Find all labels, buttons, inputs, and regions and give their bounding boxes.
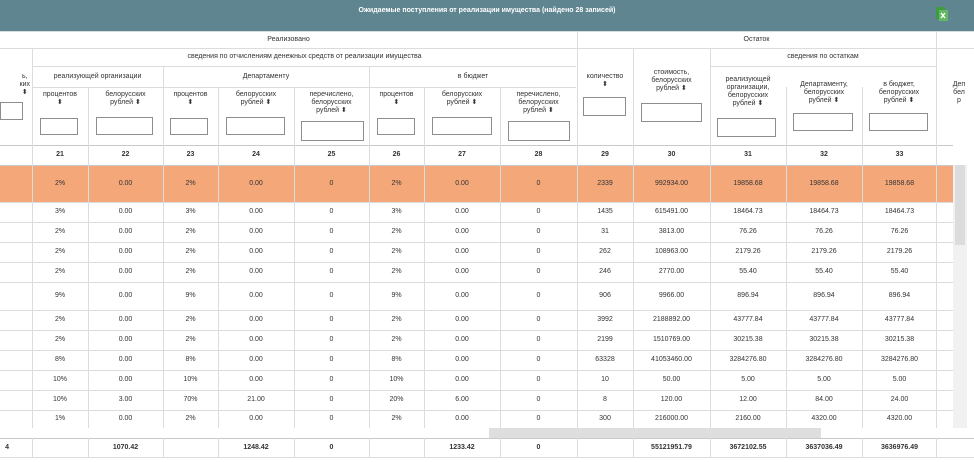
table-cell: 0 [329,316,334,323]
table-cell: 9% [185,292,196,299]
table-cell: 896.94 [888,292,911,299]
col-byr-dept-header[interactable]: белорусских рублей ⬍ [235,91,277,106]
table-cell: 0 [329,356,334,363]
table-cell: 0.00 [455,415,469,422]
table-cell: 12.00 [739,396,757,403]
table-cell: 0 [329,228,334,235]
table-cell: 0.00 [118,336,133,343]
table-cell: 0 [536,292,541,299]
filter-input-1[interactable] [0,102,23,120]
column-number: 29 [601,151,609,158]
table-cell: 0.00 [118,248,133,255]
table-cell: 43777.84 [884,316,915,323]
table-cell: 2160.00 [735,415,761,422]
table-cell: 0.00 [118,316,133,323]
table-cell: 3284276.80 [729,356,767,363]
filter-input-8[interactable] [432,117,492,135]
table-cell: 2179.26 [735,248,761,255]
table-cell: 262 [599,248,611,255]
col-transferred-budget-header[interactable]: перечислено, белорусских рублей ⬍ [516,91,561,114]
table-cell: 896.94 [737,292,759,299]
filter-input-9[interactable] [508,121,570,141]
table-cell: 19858.68 [884,179,915,187]
table-cell: 24.00 [890,396,909,403]
table-cell: 1435 [597,208,613,215]
col-byr-org-header[interactable]: белорусских рублей ⬍ [105,91,146,106]
totals-cell: 1248.42 [243,443,269,451]
table-cell: 0.00 [118,179,133,187]
table-cell: 0.00 [249,228,263,235]
table-cell: 20% [389,396,404,403]
grid-line-h [0,457,974,458]
table-cell: 216000.00 [654,415,689,422]
table-cell: 2% [54,179,66,187]
column-number: 28 [534,151,543,158]
table-cell: 0.00 [249,415,263,422]
table-cell: 2% [391,268,402,275]
vertical-scrollbar-thumb[interactable] [955,165,965,245]
table-cell: 0.00 [249,292,263,299]
table-cell: 0.00 [249,336,263,343]
col-rem-budget-header[interactable]: в бюджет, белорусских рублей ⬍ [878,81,920,104]
totals-cell: 1233.42 [449,443,475,451]
filter-input-10[interactable] [583,97,626,116]
table-cell: 0.00 [118,292,133,299]
table-cell: 8% [185,356,196,363]
table-cell: 18464.73 [733,208,763,215]
table-cell: 0.00 [455,356,469,363]
table-cell: 21.00 [247,396,265,403]
column-number: 24 [252,151,260,158]
filter-input-6[interactable] [301,121,364,141]
table-cell: 3% [54,208,66,215]
table-cell: 0.00 [455,208,469,215]
table-cell: 0 [536,268,541,275]
table-cell: 1510769.00 [653,336,690,343]
table-cell: 3992 [597,316,613,323]
table-cell: 0.00 [249,316,263,323]
table-cell: 9966.00 [658,292,685,299]
totals-cell: 0 [536,443,541,451]
table-cell: 2% [185,336,196,343]
table-cell: 19858.68 [809,179,839,187]
table-cell: 120.00 [660,396,683,403]
header-department: Департаменту [242,72,290,80]
table-cell: 4320.00 [886,415,913,422]
table-cell: 0 [329,248,334,255]
table-cell: 2% [391,336,402,343]
table-cell: 55.40 [815,268,833,275]
totals-cell: 3672102.55 [729,443,767,451]
table-cell: 2% [185,248,196,255]
table-cell: 76.26 [890,228,909,235]
table-cell: 0 [536,316,541,323]
table-cell: 906 [599,292,611,299]
table-cell: 2% [185,228,196,235]
column-number: 27 [458,151,466,158]
col-rem-department-header[interactable]: Департаменту, белорусских рублей ⬍ [800,81,848,104]
table-cell: 30215.38 [884,336,915,343]
table-cell: 0 [536,228,541,235]
table-cell: 2% [185,268,196,275]
table-cell: 0 [536,396,541,403]
table-cell: 31 [601,228,609,235]
table-cell: 3284276.80 [881,356,918,363]
header-selling-org: реализующей организации [53,72,142,80]
table-cell: 2% [185,415,196,422]
filter-input-13[interactable] [793,113,853,131]
header-remainder: Остаток [743,35,770,43]
column-number: 23 [186,151,195,158]
table-cell: 5.00 [817,376,831,383]
header-deductions: сведения по отчислениям денежных средств от реализации имущества [187,53,422,60]
table-cell: 0 [536,415,541,422]
table-cell: 0.00 [455,316,469,323]
table-cell: 0.00 [249,248,263,255]
table-cell: 5.00 [892,376,907,383]
table-cell: 0 [536,376,541,383]
table-cell: 0.00 [249,356,263,363]
table-cell: 2% [391,415,402,422]
col-rem-selling-org-header[interactable]: реализующей организации, белорусских рублей ⬍ [725,76,771,107]
table-cell: 0.00 [455,228,469,235]
page-title: Ожидаемые поступления от реализации имущества (найдено 28 записей) [358,7,616,14]
col-cost-header[interactable]: стоимость, белорусских рублей ⬍ [651,69,692,92]
table-cell: 0.00 [118,228,133,235]
table-cell: 55.40 [739,268,757,275]
table-cell: 0 [329,376,334,383]
table-cell: 0.00 [249,208,263,215]
table-cell: 18464.73 [809,208,839,215]
table-cell: 9% [54,292,66,299]
column-number: 21 [56,151,64,158]
table-cell: 0 [536,336,541,343]
header-budget: в бюджет [457,72,489,80]
col-percent-budget-header[interactable]: процентов ⬍ [379,91,414,106]
table-cell: 3% [185,208,196,215]
totals-cell: 1070.42 [112,443,139,451]
col-percent-org-header[interactable]: процентов ⬍ [42,91,77,106]
table-cell: 10% [389,376,404,383]
table-cell: 0 [329,336,334,343]
grid-line-v [936,31,937,87]
table-cell: 41053460.00 [651,356,692,363]
table-cell: 10% [52,396,67,403]
table-cell: 0.00 [455,179,469,187]
totals-cell [32,438,88,457]
totals-cell [577,438,633,457]
table-cell: 0.00 [455,268,469,275]
table-cell: 2% [54,268,66,275]
header-realized: Реализовано [267,35,310,43]
table-cell: 0 [329,208,334,215]
table-cell: 2% [185,179,196,187]
horizontal-scrollbar-thumb[interactable] [489,428,821,438]
table-cell: 19858.68 [733,179,763,187]
totals-cell: 3636976.49 [881,443,918,451]
col-cut-right-header[interactable]: Деп бел р [952,81,966,104]
table-cell: 108963.00 [654,248,689,255]
table-cell: 30215.38 [809,336,839,343]
table-cell: 2% [54,228,66,235]
table-cell: 4320.00 [811,415,837,422]
table-cell: 615491.00 [654,208,689,215]
table-cell: 0 [536,208,541,215]
table-cell: 10% [183,376,198,383]
table-cell: 0 [329,292,334,299]
totals-cell: 0 [329,443,334,451]
filter-input-3[interactable] [96,117,153,135]
table-cell: 2188892.00 [653,316,690,323]
table-cell: 9% [391,292,402,299]
table-cell: 0 [329,268,334,275]
filter-input-2[interactable] [40,118,78,135]
table-cell: 84.00 [815,396,833,403]
totals-cell [163,438,218,457]
column-number: 25 [327,151,336,158]
table-cell: 2% [185,316,196,323]
table-cell: 0 [329,179,334,187]
table-cell: 3.00 [118,396,133,403]
table-cell: 63328 [595,356,615,363]
col-byr-budget-header[interactable]: белорусских рублей ⬍ [441,91,483,106]
table-cell: 1% [54,415,66,422]
column-number: 31 [744,151,752,158]
table-cell: 0.00 [118,376,133,383]
table-cell: 8% [391,356,402,363]
table-cell: 0 [329,415,334,422]
table-cell: 0.00 [249,268,263,275]
table-cell: 76.26 [815,228,833,235]
table-cell: 8% [54,356,66,363]
table-cell: 76.26 [739,228,757,235]
table-cell: 992934.00 [654,179,689,187]
column-number: 32 [820,151,828,158]
table-cell: 18464.73 [884,208,915,215]
totals-cut-cell: 4 [5,443,9,451]
table-cell: 0.00 [455,376,469,383]
filter-input-12[interactable] [717,118,776,137]
table-cell: 2% [391,228,402,235]
table-cell: 3% [391,208,402,215]
table-cell: 0 [329,396,334,403]
table-cell: 2% [54,316,66,323]
col-quantity-header[interactable]: количество ⬍ [586,73,624,88]
table-cell: 0.00 [118,208,133,215]
header-remainder-info: сведения по остаткам [787,53,859,60]
table-cell: 30215.38 [733,336,763,343]
totals-cell: 3637036.49 [805,443,843,451]
table-cell: 0.00 [249,179,263,187]
table-cell: 8 [603,396,607,403]
table-cell: 0.00 [455,292,469,299]
filter-input-11[interactable] [641,103,702,122]
totals-cell [369,438,424,457]
table-cell: 43777.84 [733,316,763,323]
table-cell: 0 [536,248,541,255]
column-number: 26 [392,151,401,158]
table-cell: 2339 [597,179,613,187]
table-cell: 55.40 [890,268,909,275]
table-cell: 2199 [597,336,613,343]
table-cell: 0.00 [455,336,469,343]
table-cell: 300 [599,415,611,422]
table-cell: 2179.26 [811,248,837,255]
table-cell: 70% [183,396,198,403]
table-cell: 2179.26 [886,248,913,255]
table-cell: 10 [601,376,609,383]
grid-line-h [710,66,936,67]
table-cell: 50.00 [662,376,681,383]
table-cell: 6.00 [455,396,469,403]
table-cell: 3284276.80 [805,356,843,363]
table-cell: 2% [54,248,66,255]
filter-input-4[interactable] [170,118,208,135]
filter-input-14[interactable] [869,113,928,131]
table-cell: 43777.84 [809,316,839,323]
table-cell: 5.00 [741,376,755,383]
table-cell: 0.00 [118,356,133,363]
table-cell: 0.00 [118,268,133,275]
table-cell: 246 [599,268,611,275]
table-cell: 10% [52,376,67,383]
totals-cell: 55121951.79 [651,443,692,451]
filter-input-5[interactable] [226,117,285,135]
table-cell: 2% [54,336,66,343]
table-cell: 2% [391,316,402,323]
column-number: 22 [121,151,130,158]
col-cut-left-header[interactable]: ь, ких ⬍ [19,73,30,96]
table-cell: 0 [536,179,541,187]
excel-export-icon[interactable] [935,6,949,22]
table-cell: 2% [391,248,402,255]
table-cell: 0.00 [118,415,133,422]
column-number: 33 [895,151,904,158]
col-transferred-dept-header[interactable]: перечислено, белорусских рублей ⬍ [309,91,354,114]
table-cell: 896.94 [813,292,835,299]
table-cell: 0.00 [249,376,263,383]
col-percent-dept-header[interactable]: процентов ⬍ [173,91,208,106]
table-cell: 3813.00 [658,228,685,235]
table-cell: 2770.00 [658,268,685,275]
table-cell: 2% [391,179,402,187]
table-cell: 0.00 [455,248,469,255]
column-number: 30 [667,151,676,158]
filter-input-7[interactable] [377,118,415,135]
table-cell: 0 [536,356,541,363]
